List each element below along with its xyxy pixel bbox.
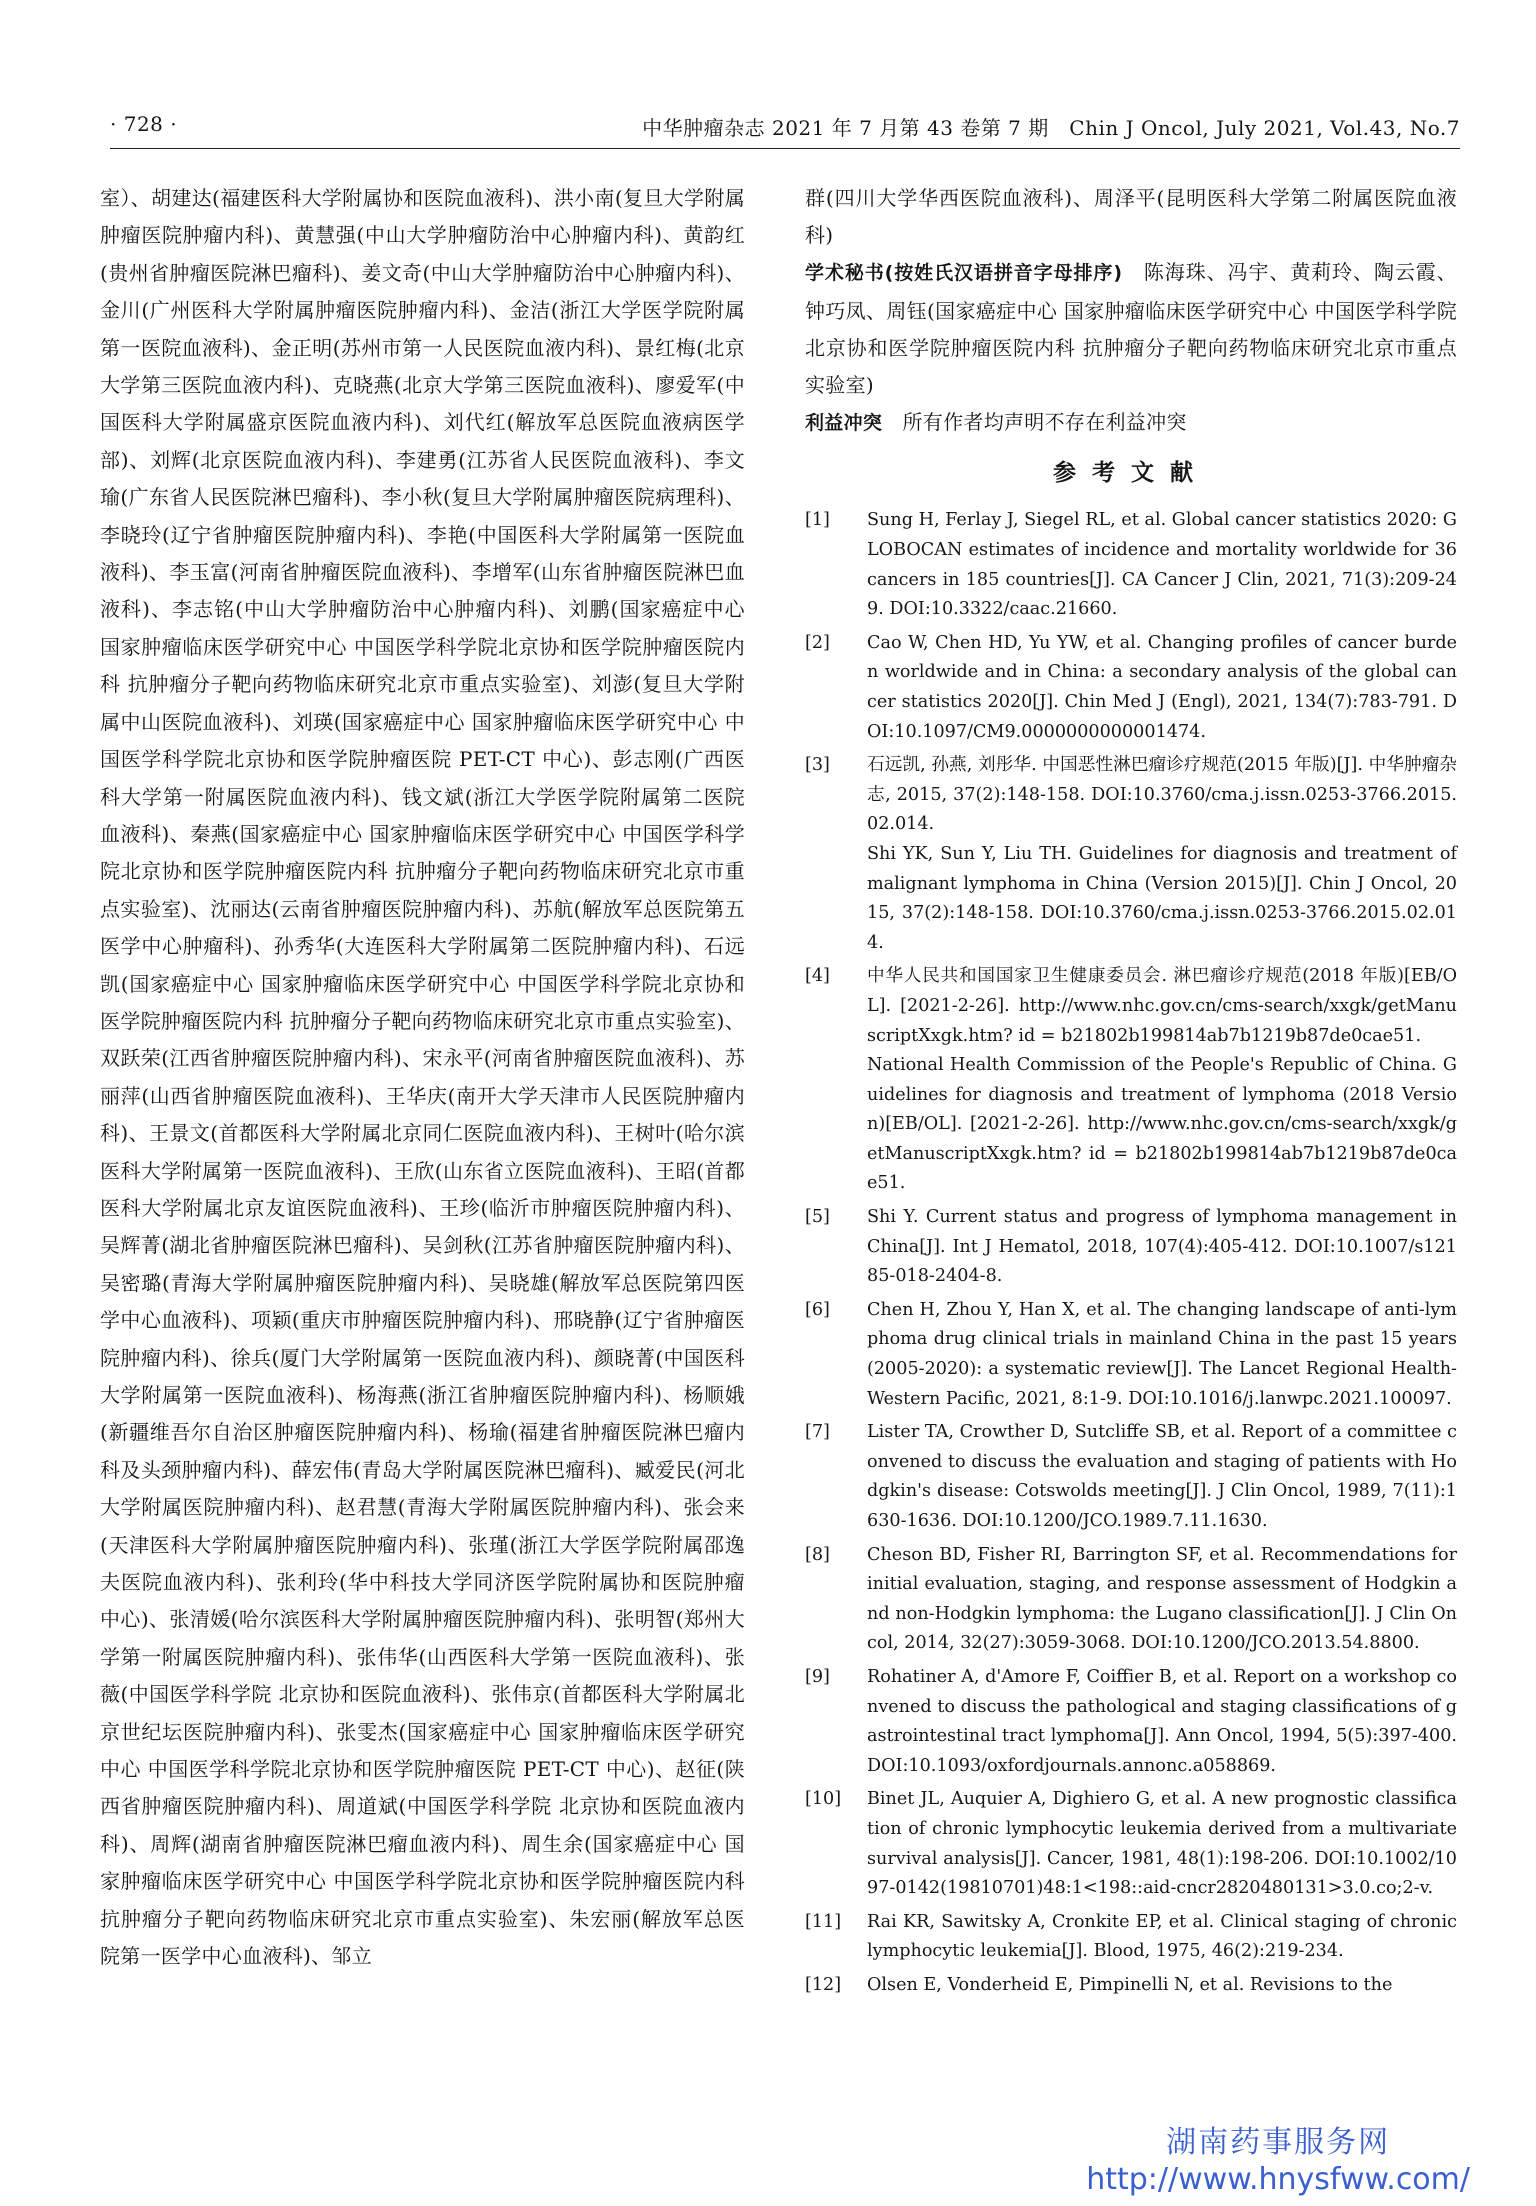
- left-column: [100, 180, 745, 1976]
- reference-item: [805, 1418, 1457, 1536]
- secretaries-paragraph: [805, 254, 1457, 404]
- reference-number: [5]: [805, 1207, 830, 1228]
- reference-number: [1]: [805, 510, 830, 531]
- reference-text: 中华人民共和国国家卫生健康委员会. 淋巴瘤诊疗规范(2018 年版)[EB/OL]. [2021-2-26]. http://www.nhc.gov.cn/cms-search/xxgk/getManuscriptXxgk.htm? id = b21802b199814ab7b1219b87de0cae51.: [867, 966, 1457, 1046]
- reference-text-english: Shi YK, Sun Y, Liu TH. Guidelines for diagnosis and treatment of malignant lymphoma in China (Version 2015)[J]. Chin J Oncol, 2015, 37(2):148-158. DOI:10.3760/cma.j.issn.0253-3766.2015.02.014.: [867, 843, 1457, 953]
- reference-number: [8]: [805, 1544, 830, 1565]
- reference-item: [805, 629, 1457, 747]
- journal-info: 中华肿瘤杂志 2021 年 7 月第 43 卷第 7 期 Chin J Oncol, July 2021, Vol.43, No.7: [642, 116, 1460, 140]
- reference-text: Sung H, Ferlay J, Siegel RL, et al. Global cancer statistics 2020: GLOBOCAN estimates of incidence and mortality worldwide for 36 cancers in 185 countries[J]. CA Cancer J Clin, 2021, 71(3):209-249. DOI:10.3322/caac.21660.: [867, 510, 1457, 620]
- reference-item: [805, 506, 1457, 624]
- reference-item: [805, 1203, 1457, 1292]
- conflict-text: 所有作者均声明不存在利益冲突: [882, 410, 1187, 435]
- header-rule: [110, 148, 1460, 149]
- page-number: · 728 ·: [110, 112, 178, 136]
- reference-item: [805, 962, 1457, 1199]
- reference-text: Rai KR, Sawitsky A, Cronkite EP, et al. Clinical staging of chronic lymphocytic leukemia[J]. Blood, 1975, 46(2):219-234.: [867, 1911, 1457, 1962]
- reference-text-english: National Health Commission of the People's Republic of China. Guidelines for diagnosis and treatment of lymphoma (2018 Version)[EB/OL]. [2021-2-26]. http://www.nhc.gov.cn/cms-search/xxgk/getManuscriptXxgk.htm? id = b21802b199814ab7b1219b87de0cae51.: [867, 1055, 1457, 1194]
- secretaries-text: 陈海珠、冯宇、黄莉玲、陶云霞、钟巧凤、周钰(国家癌症中心 国家肿瘤临床医学研究中心 中国医学科学院北京协和医学院肿瘤医院内科 抗肿瘤分子靶向药物临床研究北京市重点实验室): [805, 260, 1457, 398]
- reference-text: Cao W, Chen HD, Yu YW, et al. Changing profiles of cancer burden worldwide and in China: a secondary analysis of the global cancer statistics 2020[J]. Chin Med J (Engl), 2021, 134(7):783-791. DOI:10.1097/CM9.0000000000001474.: [867, 632, 1457, 742]
- reference-text: Olsen E, Vonderheid E, Pimpinelli N, et al. Revisions to the: [867, 1974, 1393, 1995]
- reference-text: Rohatiner A, d'Amore F, Coiffier B, et al. Report on a workshop convened to discuss the pathological and staging classifications of gastrointestinal tract lymphoma[J]. Ann Oncol, 1994, 5(5):397-400. DOI:10.1093/oxfordjournals.annonc.a058869.: [867, 1666, 1457, 1776]
- reference-text: Chen H, Zhou Y, Han X, et al. The changing landscape of anti-lymphoma drug clinical trials in mainland China in the past 15 years (2005-2020): a systematic review[J]. The Lancet Regional Health-Western Pacific, 2021, 8:1-9. DOI:10.1016/j.lanwpc.2021.100097.: [867, 1299, 1457, 1409]
- reference-number: [6]: [805, 1299, 830, 1320]
- running-header: [110, 112, 1460, 146]
- watermark-url[interactable]: http://www.hnysfww.com/: [1086, 2162, 1470, 2197]
- conflict-label: 利益冲突: [805, 412, 883, 435]
- reference-number: [2]: [805, 632, 830, 653]
- watermark: [1086, 2124, 1470, 2198]
- reference-item: [805, 1971, 1457, 2001]
- reference-number: [9]: [805, 1666, 830, 1687]
- reference-item: [805, 1296, 1457, 1414]
- reference-text: Binet JL, Auquier A, Dighiero G, et al. A new prognostic classification of chronic lymphocytic leukemia derived from a multivariate survival analysis[J]. Cancer, 1981, 48(1):198-206. DOI:10.1002/1097-0142(19810701)48:1<198::aid-cncr2820480131>3.0.co;2-v.: [867, 1789, 1457, 1899]
- reference-text: Shi Y. Current status and progress of lymphoma management in China[J]. Int J Hematol, 2018, 107(4):405-412. DOI:10.1007/s12185-018-2404-8.: [867, 1207, 1457, 1287]
- expert-list-continuation: 群(四川大学华西医院血液科)、周泽平(昆明医科大学第二附属医院血液科): [805, 186, 1457, 248]
- reference-list: [805, 506, 1457, 2000]
- reference-item: [805, 751, 1457, 958]
- reference-text: 石远凯, 孙燕, 刘彤华. 中国恶性淋巴瘤诊疗规范(2015 年版)[J]. 中华肿瘤杂志, 2015, 37(2):148-158. DOI:10.3760/cma.j.issn.0253-3766.2015.02.014.: [867, 755, 1457, 835]
- reference-text: Cheson BD, Fisher RI, Barrington SF, et al. Recommendations for initial evaluation, staging, and response assessment of Hodgkin and non-Hodgkin lymphoma: the Lugano classification[J]. J Clin Oncol, 2014, 32(27):3059-3068. DOI:10.1200/JCO.2013.54.8800.: [867, 1544, 1457, 1654]
- reference-item: [805, 1541, 1457, 1659]
- references-title: 参考文献: [1053, 460, 1209, 487]
- expert-list-text: 室）、胡建达(福建医科大学附属协和医院血液科)、洪小南(复旦大学附属肿瘤医院肿瘤内科)、黄慧强(中山大学肿瘤防治中心肿瘤内科)、黄韵红(贵州省肿瘤医院淋巴瘤科)、姜文奇(中山大学肿瘤防治中心肿瘤内科)、金川(广州医科大学附属肿瘤医院肿瘤内科)、金洁(浙江大学医学院附属第一医院血液科)、金正明(苏州市第一人民医院血液内科)、景红梅(北京大学第三医院血液内科)、克晓燕(北京大学第三医院血液科)、廖爱军(中国医科大学附属盛京医院血液内科)、刘代红(解放军总医院血液病医学部)、刘辉(北京医院血液内科)、李建勇(江苏省人民医院血液科)、李文瑜(广东省人民医院淋巴瘤科)、李小秋(复旦大学附属肿瘤医院病理科)、李晓玲(辽宁省肿瘤医院肿瘤内科)、李艳(中国医科大学附属第一医院血液科)、李玉富(河南省肿瘤医院血液科)、李增军(山东省肿瘤医院淋巴血液科)、李志铭(中山大学肿瘤防治中心肿瘤内科)、刘鹏(国家癌症中心 国家肿瘤临床医学研究中心 中国医学科学院北京协和医学院肿瘤医院内科 抗肿瘤分子靶向药物临床研究北京市重点实验室)、刘澎(复旦大学附属中山医院血液科)、刘瑛(国家癌症中心 国家肿瘤临床医学研究中心 中国医学科学院北京协和医学院肿瘤医院 PET-CT 中心)、彭志刚(广西医科大学第一附属医院血液内科)、钱文斌(浙江大学医学院附属第二医院血液科)、秦燕(国家癌症中心 国家肿瘤临床医学研究中心 中国医学科学院北京协和医学院肿瘤医院内科 抗肿瘤分子靶向药物临床研究北京市重点实验室)、沈丽达(云南省肿瘤医院肿瘤内科)、苏航(解放军总医院第五医学中心肿瘤科)、孙秀华(大连医科大学附属第二医院肿瘤内科)、石远凯(国家癌症中心 国家肿瘤临床医学研究中心 中国医学科学院北京协和医学院肿瘤医院内科 抗肿瘤分子靶向药物临床研究北京市重点实验室)、双跃荣(江西省肿瘤医院肿瘤内科)、宋永平(河南省肿瘤医院血液科)、苏丽萍(山西省肿瘤医院血液科)、王华庆(南开大学天津市人民医院肿瘤内科)、王景文(首都医科大学附属北京同仁医院血液内科)、王树叶(哈尔滨医科大学附属第一医院血液科)、王欣(山东省立医院血液科)、王昭(首都医科大学附属北京友谊医院血液科)、王珍(临沂市肿瘤医院肿瘤内科)、吴辉菁(湖北省肿瘤医院淋巴瘤科)、吴剑秋(江苏省肿瘤医院肿瘤内科)、吴密璐(青海大学附属肿瘤医院肿瘤内科)、吴晓雄(解放军总医院第四医学中心血液科)、项颖(重庆市肿瘤医院肿瘤内科)、邢晓静(辽宁省肿瘤医院肿瘤内科)、徐兵(厦门大学附属第一医院血液内科)、颜晓菁(中国医科大学附属第一医院血液科)、杨海燕(浙江省肿瘤医院肿瘤内科)、杨顺娥(新疆维吾尔自治区肿瘤医院肿瘤内科)、杨瑜(福建省肿瘤医院淋巴瘤内科及头颈肿瘤内科)、薛宏伟(青岛大学附属医院淋巴瘤科)、臧爱民(河北大学附属医院肿瘤内科)、赵君慧(青海大学附属医院肿瘤内科)、张会来(天津医科大学附属肿瘤医院肿瘤内科)、张瑾(浙江大学医学院附属邵逸夫医院血液内科)、张利玲(华中科技大学同济医学院附属协和医院肿瘤中心)、张清媛(哈尔滨医科大学附属肿瘤医院肿瘤内科)、张明智(郑州大学第一附属医院肿瘤内科)、张伟华(山西医科大学第一医院血液科)、张薇(中国医学科学院 北京协和医院血液科)、张伟京(首都医科大学附属北京世纪坛医院肿瘤内科)、张雯杰(国家癌症中心 国家肿瘤临床医学研究中心 中国医学科学院北京协和医学院肿瘤医院 PET-CT 中心)、赵征(陕西省肿瘤医院肿瘤内科)、周道斌(中国医学科学院 北京协和医院血液内科)、周辉(湖南省肿瘤医院淋巴瘤血液内科)、周生余(国家癌症中心 国家肿瘤临床医学研究中心 中国医学科学院北京协和医学院肿瘤医院内科 抗肿瘤分子靶向药物临床研究北京市重点实验室)、朱宏丽(解放军总医院第一医学中心血液科)、邹立: [100, 186, 745, 1969]
- right-column: [805, 180, 1457, 2005]
- conflict-paragraph: [805, 404, 1457, 442]
- watermark-site-name: 湖南药事服务网: [1166, 2125, 1391, 2160]
- secretaries-label: 学术秘书(按姓氏汉语拼音字母排序): [805, 262, 1123, 285]
- reference-number: [11]: [805, 1911, 842, 1932]
- reference-number: [12]: [805, 1974, 842, 1995]
- reference-number: [10]: [805, 1789, 842, 1810]
- reference-text: Lister TA, Crowther D, Sutcliffe SB, et al. Report of a committee convened to discuss the evaluation and staging of patients with Hodgkin's disease: Cotswolds meeting[J]. J Clin Oncol, 1989, 7(11):1630-1636. DOI:10.1200/JCO.1989.7.11.1630.: [867, 1422, 1457, 1532]
- reference-item: [805, 1908, 1457, 1967]
- reference-number: [3]: [805, 755, 830, 776]
- reference-number: [4]: [805, 966, 830, 987]
- reference-number: [7]: [805, 1422, 830, 1443]
- reference-item: [805, 1663, 1457, 1781]
- reference-item: [805, 1785, 1457, 1903]
